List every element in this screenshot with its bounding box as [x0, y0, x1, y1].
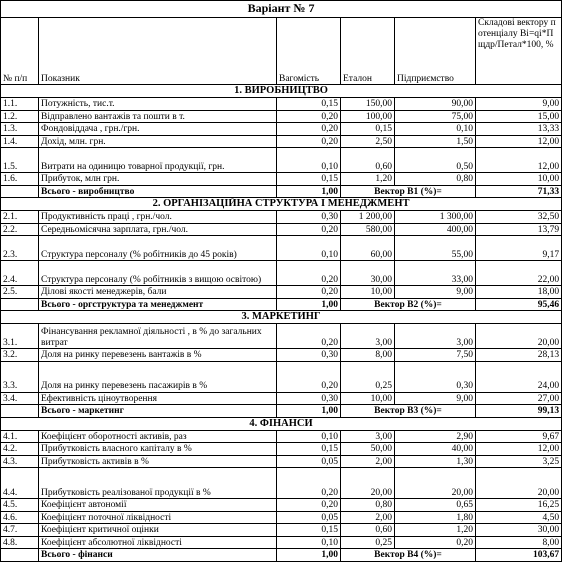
etalon-value: 3,00 — [341, 430, 395, 443]
row-number: 3.3. — [1, 361, 39, 392]
section-header — [1, 417, 562, 430]
vector-value: 71,33 — [476, 185, 562, 198]
section-header — [1, 198, 562, 211]
enterprise-value: 1,50 — [395, 135, 476, 148]
weight-value: 0,10 — [277, 536, 341, 549]
indicator-name: Структура персоналу (% робітників з вищою освітою) — [39, 261, 277, 286]
component-value: 12,00 — [476, 148, 562, 173]
etalon-value: 100,00 — [341, 110, 395, 123]
row-number: 1.5. — [1, 148, 39, 173]
weight-value: 0,05 — [277, 511, 341, 524]
row-number: 1.2. — [1, 110, 39, 123]
table-row — [1, 392, 562, 405]
component-value: 18,00 — [476, 286, 562, 299]
empty-cell — [1, 549, 39, 562]
table-row — [1, 499, 562, 512]
row-number: 4.7. — [1, 524, 39, 537]
total-label: Всього - фінанси — [39, 549, 277, 562]
weight-value: 0,10 — [277, 148, 341, 173]
weight-value: 0,20 — [277, 123, 341, 136]
enterprise-value: 33,00 — [395, 261, 476, 286]
enterprise-value: 0,65 — [395, 499, 476, 512]
empty-cell — [1, 185, 39, 198]
row-number: 2.3. — [1, 236, 39, 261]
table-title: Варіант № 7 — [1, 1, 562, 18]
enterprise-value: 0,20 — [395, 536, 476, 549]
table-row — [1, 361, 562, 392]
indicator-name: Доля на ринку перевезень пасажирів в % — [39, 361, 277, 392]
section-total-row — [1, 549, 562, 562]
etalon-value: 1,20 — [341, 173, 395, 186]
component-value: 27,00 — [476, 392, 562, 405]
empty-cell — [1, 405, 39, 418]
row-number: 4.6. — [1, 511, 39, 524]
table-row — [1, 236, 562, 261]
weight-value: 0,15 — [277, 98, 341, 111]
indicator-name: Структура персоналу (% робітників до 45 років) — [39, 236, 277, 261]
weight-value: 0,20 — [277, 468, 341, 499]
table-row — [1, 211, 562, 224]
component-value: 12,00 — [476, 135, 562, 148]
etalon-value: 20,00 — [341, 468, 395, 499]
enterprise-value: 2,90 — [395, 430, 476, 443]
table-row — [1, 443, 562, 456]
total-label: Всього - оргструктура та менеджмент — [39, 298, 277, 311]
weight-value: 0,20 — [277, 223, 341, 236]
indicator-name: Фондовіддача , грн./грн. — [39, 123, 277, 136]
indicator-name: Продуктивність праці , грн./чол. — [39, 211, 277, 224]
component-value: 13,33 — [476, 123, 562, 136]
indicator-name: Прибутковість власного капіталу в % — [39, 443, 277, 456]
enterprise-value: 20,00 — [395, 468, 476, 499]
table-row — [1, 173, 562, 186]
weight-value: 0,15 — [277, 173, 341, 186]
component-value: 30,00 — [476, 524, 562, 537]
enterprise-value: 0,30 — [395, 361, 476, 392]
component-value: 20,00 — [476, 468, 562, 499]
component-value: 3,25 — [476, 455, 562, 468]
section-title: 2. ОРГАНІЗАЦІЙНА СТРУКТУРА І МЕНЕДЖМЕНТ — [1, 198, 562, 211]
indicator-name: Відправлено вантажів та пошти в т. — [39, 110, 277, 123]
empty-cell — [1, 298, 39, 311]
indicator-name: Потужність, тис.т. — [39, 98, 277, 111]
table-row — [1, 110, 562, 123]
indicator-name: Середньомісячна зарплата, грн./чол. — [39, 223, 277, 236]
indicator-name: Прибутковість активів в % — [39, 455, 277, 468]
component-value: 9,00 — [476, 98, 562, 111]
header-indicator: Показник — [39, 18, 277, 85]
section-title: 3. МАРКЕТИНГ — [1, 311, 562, 324]
etalon-value: 0,60 — [341, 524, 395, 537]
section-title: 1. ВИРОБНИЦТВО — [1, 85, 562, 98]
component-value: 15,00 — [476, 110, 562, 123]
etalon-value: 60,00 — [341, 236, 395, 261]
enterprise-value: 400,00 — [395, 223, 476, 236]
component-value: 24,00 — [476, 361, 562, 392]
indicator-name: Фінансування рекламної діяльності , в % до загальних витрат — [39, 324, 277, 349]
weight-value: 0,20 — [277, 499, 341, 512]
header-weight: Вагомість — [277, 18, 341, 85]
etalon-value: 2,00 — [341, 511, 395, 524]
row-number: 1.6. — [1, 173, 39, 186]
weight-value: 0,30 — [277, 211, 341, 224]
weight-value: 0,30 — [277, 392, 341, 405]
table-row — [1, 98, 562, 111]
weight-value: 0,20 — [277, 324, 341, 349]
header-component: Складові вектору потенціалу Ві=qі*Пщдр/Петал*100, % — [476, 18, 562, 85]
weight-value: 0,30 — [277, 349, 341, 362]
indicator-name: Коефіцієнт абсолютної ліквідності — [39, 536, 277, 549]
enterprise-value: 55,00 — [395, 236, 476, 261]
table-row — [1, 349, 562, 362]
table-row — [1, 468, 562, 499]
etalon-value: 2,00 — [341, 455, 395, 468]
etalon-value: 1 200,00 — [341, 211, 395, 224]
weight-value: 0,10 — [277, 236, 341, 261]
etalon-value: 10,00 — [341, 392, 395, 405]
weight-value: 0,20 — [277, 135, 341, 148]
indicator-name: Прибуток, млн грн. — [39, 173, 277, 186]
vector-value: 103,67 — [476, 549, 562, 562]
section-title: 4. ФІНАНСИ — [1, 417, 562, 430]
table-row — [1, 223, 562, 236]
section-header — [1, 85, 562, 98]
header-enterprise: Підприємство — [395, 18, 476, 85]
vector-label: Вектор В2 (%)= — [341, 298, 476, 311]
row-number: 3.1. — [1, 324, 39, 349]
indicator-name: Коефіцієнт поточної ліквідності — [39, 511, 277, 524]
section-total-row — [1, 298, 562, 311]
enterprise-value: 1 300,00 — [395, 211, 476, 224]
etalon-value: 3,00 — [341, 324, 395, 349]
row-number: 4.2. — [1, 443, 39, 456]
table-row — [1, 286, 562, 299]
component-value: 20,00 — [476, 324, 562, 349]
indicator-name: Коефіцієнт автономії — [39, 499, 277, 512]
indicator-name: Коефіцієнт оборотності активів, раз — [39, 430, 277, 443]
row-number: 3.4. — [1, 392, 39, 405]
enterprise-value: 1,80 — [395, 511, 476, 524]
vector-label: Вектор В1 (%)= — [341, 185, 476, 198]
total-weight: 1,00 — [277, 405, 341, 418]
table-row — [1, 148, 562, 173]
table-row — [1, 511, 562, 524]
table-row — [1, 455, 562, 468]
indicator-name: Дохід, млн. грн. — [39, 135, 277, 148]
weight-value: 0,20 — [277, 286, 341, 299]
etalon-value: 50,00 — [341, 443, 395, 456]
etalon-value: 30,00 — [341, 261, 395, 286]
total-label: Всього - маркетинг — [39, 405, 277, 418]
enterprise-value: 75,00 — [395, 110, 476, 123]
table-row — [1, 261, 562, 286]
component-value: 13,79 — [476, 223, 562, 236]
etalon-value: 150,00 — [341, 98, 395, 111]
component-value: 22,00 — [476, 261, 562, 286]
indicator-name: Коефіцієнт критичної оцінки — [39, 524, 277, 537]
etalon-value: 0,25 — [341, 361, 395, 392]
enterprise-value: 1,20 — [395, 524, 476, 537]
header-etalon: Еталон — [341, 18, 395, 85]
indicator-name: Ділові якості менеджерів, бали — [39, 286, 277, 299]
weight-value: 0,10 — [277, 430, 341, 443]
etalon-value: 0,15 — [341, 123, 395, 136]
indicator-name: Ефективність ціноутворення — [39, 392, 277, 405]
weight-value: 0,15 — [277, 443, 341, 456]
enterprise-value: 9,00 — [395, 286, 476, 299]
row-number: 4.8. — [1, 536, 39, 549]
total-weight: 1,00 — [277, 549, 341, 562]
weight-value: 0,20 — [277, 110, 341, 123]
total-label: Всього - виробництво — [39, 185, 277, 198]
row-number: 4.1. — [1, 430, 39, 443]
weight-value: 0,05 — [277, 455, 341, 468]
row-number: 2.5. — [1, 286, 39, 299]
enterprise-value: 40,00 — [395, 443, 476, 456]
vector-label: Вектор В3 (%)= — [341, 405, 476, 418]
enterprise-value: 3,00 — [395, 324, 476, 349]
table-row — [1, 524, 562, 537]
section-total-row — [1, 185, 562, 198]
row-number: 4.4. — [1, 468, 39, 499]
section-header — [1, 311, 562, 324]
section-total-row — [1, 405, 562, 418]
etalon-value: 580,00 — [341, 223, 395, 236]
table-row — [1, 430, 562, 443]
table-row — [1, 123, 562, 136]
component-value: 8,00 — [476, 536, 562, 549]
component-value: 4,50 — [476, 511, 562, 524]
enterprise-value: 90,00 — [395, 98, 476, 111]
component-value: 9,67 — [476, 430, 562, 443]
table-row — [1, 536, 562, 549]
etalon-value: 10,00 — [341, 286, 395, 299]
row-number: 1.4. — [1, 135, 39, 148]
etalon-value: 0,60 — [341, 148, 395, 173]
component-value: 16,25 — [476, 499, 562, 512]
component-value: 32,50 — [476, 211, 562, 224]
etalon-value: 0,80 — [341, 499, 395, 512]
indicator-name: Доля на ринку перевезень вантажів в % — [39, 349, 277, 362]
enterprise-value: 9,00 — [395, 392, 476, 405]
row-number: 4.5. — [1, 499, 39, 512]
table-row — [1, 135, 562, 148]
vector-label: Вектор В4 (%)= — [341, 549, 476, 562]
weight-value: 0,20 — [277, 361, 341, 392]
table-row — [1, 324, 562, 349]
total-weight: 1,00 — [277, 298, 341, 311]
enterprise-value: 0,50 — [395, 148, 476, 173]
etalon-value: 0,25 — [341, 536, 395, 549]
weight-value: 0,20 — [277, 261, 341, 286]
row-number: 1.1. — [1, 98, 39, 111]
enterprise-value: 0,80 — [395, 173, 476, 186]
enterprise-value: 1,30 — [395, 455, 476, 468]
component-value: 9,17 — [476, 236, 562, 261]
total-weight: 1,00 — [277, 185, 341, 198]
row-number: 2.1. — [1, 211, 39, 224]
component-value: 28,13 — [476, 349, 562, 362]
vector-value: 95,46 — [476, 298, 562, 311]
indicator-name: Прибутковість реалізованої продукції в % — [39, 468, 277, 499]
row-number: 2.4. — [1, 261, 39, 286]
enterprise-value: 7,50 — [395, 349, 476, 362]
indicator-name: Витрати на одиницю товарної продукції, грн. — [39, 148, 277, 173]
row-number: 2.2. — [1, 223, 39, 236]
header-num: № п/п — [1, 18, 39, 85]
row-number: 1.3. — [1, 123, 39, 136]
enterprise-value: 0,10 — [395, 123, 476, 136]
row-number: 3.2. — [1, 349, 39, 362]
vector-value: 99,13 — [476, 405, 562, 418]
etalon-value: 2,50 — [341, 135, 395, 148]
row-number: 4.3. — [1, 455, 39, 468]
component-value: 12,00 — [476, 443, 562, 456]
etalon-value: 8,00 — [341, 349, 395, 362]
weight-value: 0,15 — [277, 524, 341, 537]
component-value: 10,00 — [476, 173, 562, 186]
